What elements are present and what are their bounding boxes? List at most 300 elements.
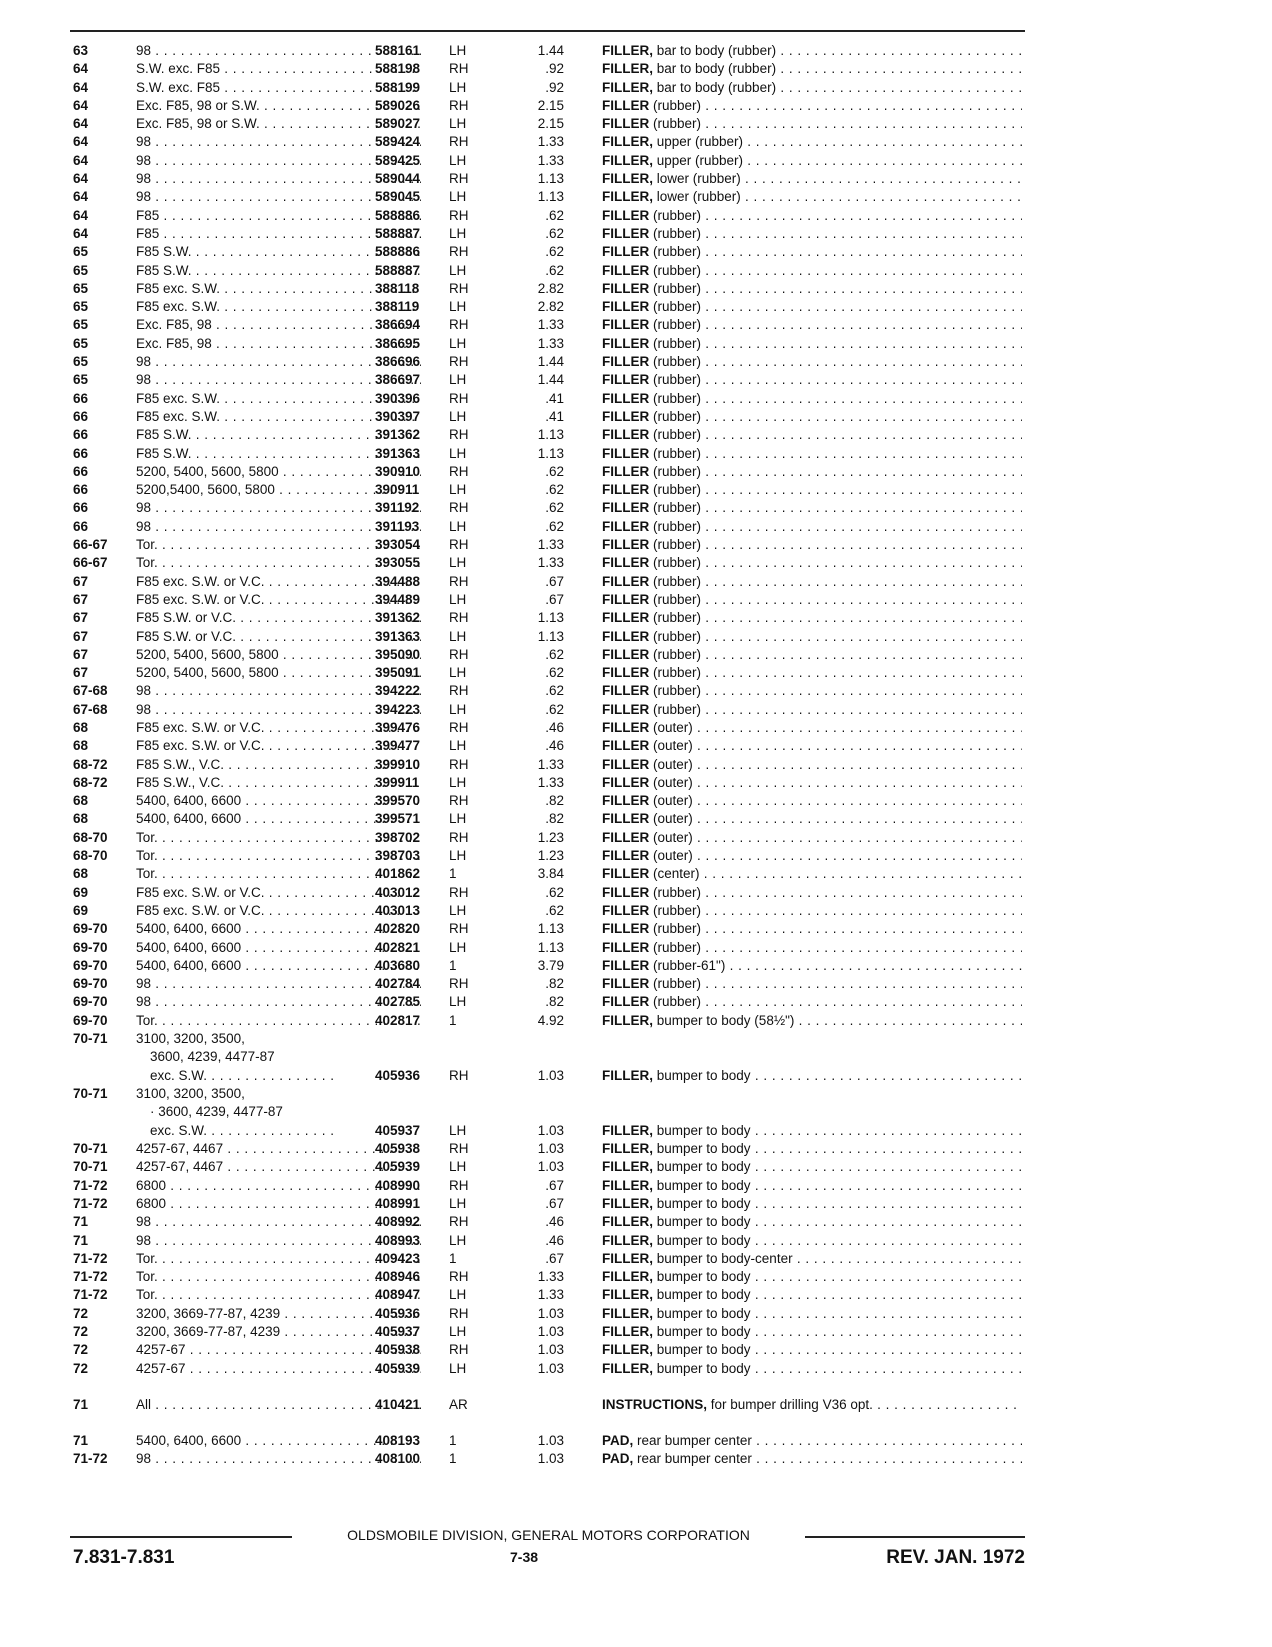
list-price: .92 <box>545 79 564 95</box>
part-number: 408991 <box>375 1195 421 1211</box>
part-detail: (rubber) . . . <box>649 592 1022 607</box>
part-row <box>70 1268 1030 1286</box>
model-application: F85 exc. S.W. or V.C. . . . <box>136 591 421 609</box>
parts-list <box>70 42 1030 1469</box>
part-description <box>602 719 1022 737</box>
list-price: 1.13 <box>537 171 564 187</box>
list-price: 1.03 <box>537 1159 564 1175</box>
side-quantity: RH <box>449 719 469 735</box>
part-name: FILLER <box>602 280 650 296</box>
part-detail: (outer) . . . <box>649 775 1022 790</box>
part-name: FILLER <box>602 573 650 589</box>
model-application: 98 . . . <box>136 353 421 371</box>
list-price: 1.33 <box>537 756 564 772</box>
list-price: 1.33 <box>537 555 564 571</box>
part-row <box>70 993 1030 1011</box>
model-application: 98 . . . <box>136 371 421 389</box>
part-detail: (rubber) . . . <box>649 976 1022 991</box>
model-application: Tor. . . . <box>136 865 421 883</box>
part-name: FILLER <box>602 262 650 278</box>
model-year: 67-68 <box>73 701 108 717</box>
part-detail: bumper to body . . . <box>653 1306 1022 1321</box>
part-description <box>602 664 1022 682</box>
part-number: 395091 <box>375 665 421 681</box>
footer-section-reference: 7.831-7.831 <box>73 1547 175 1568</box>
model-year: 69-70 <box>73 921 108 937</box>
part-name: FILLER <box>602 994 650 1010</box>
side-quantity: 1 <box>449 866 457 882</box>
model-application: Tor. . . . <box>136 847 421 865</box>
model-application: F85 . . . <box>136 225 421 243</box>
side-quantity: LH <box>449 1232 467 1248</box>
list-price: 1.03 <box>537 1123 564 1139</box>
part-number: 390911 <box>375 482 420 498</box>
model-year: 66 <box>73 445 89 461</box>
part-description <box>602 1012 1022 1030</box>
part-row <box>70 1341 1030 1359</box>
part-description <box>602 902 1022 920</box>
part-name: FILLER, <box>602 1123 653 1139</box>
model-application: F85 S.W. . . . <box>136 445 421 463</box>
list-price: 1.44 <box>537 43 564 58</box>
part-detail: (rubber) . . . <box>649 629 1022 644</box>
part-row <box>70 939 1030 957</box>
part-name: FILLER <box>602 500 650 516</box>
side-quantity: RH <box>449 921 469 937</box>
model-year: 71 <box>73 1232 89 1248</box>
part-detail: (rubber) . . . <box>649 940 1022 955</box>
part-number: 405938 <box>375 1141 421 1157</box>
list-price: .67 <box>545 1250 564 1266</box>
part-detail: (rubber) . . . <box>649 116 1022 131</box>
model-year: 69-70 <box>73 1012 108 1028</box>
model-year: 72 <box>73 1324 89 1339</box>
model-application: 98 . . . <box>136 170 421 188</box>
list-price: 1.33 <box>537 317 564 333</box>
side-quantity: RH <box>449 61 469 77</box>
part-row <box>70 152 1030 170</box>
part-description <box>602 920 1022 938</box>
part-number: 410421 <box>375 1396 421 1412</box>
model-application: Tor. . . . <box>136 536 421 554</box>
part-number: 589425 <box>375 152 421 168</box>
part-row <box>70 225 1030 243</box>
part-detail: (rubber) . . . <box>649 903 1022 918</box>
part-description <box>602 957 1022 975</box>
part-description <box>602 115 1022 133</box>
side-quantity: RH <box>449 829 469 845</box>
part-row <box>70 957 1030 975</box>
model-year: 64 <box>73 61 89 77</box>
model-application: F85 exc. S.W. or V.C. . . . <box>136 902 421 920</box>
part-number: 394489 <box>375 591 421 607</box>
part-description <box>602 390 1022 408</box>
side-quantity: RH <box>449 463 469 479</box>
part-description <box>602 701 1022 719</box>
model-application: F85 exc. S.W. . . . <box>136 280 421 298</box>
top-rule <box>70 30 1025 32</box>
part-detail: bumper to body (58½") . . . <box>653 1013 1022 1028</box>
part-number: 405936 <box>375 1068 421 1084</box>
part-number: 388118 <box>375 280 420 296</box>
part-name: FILLER, <box>602 1177 653 1193</box>
part-name: FILLER <box>602 976 650 992</box>
model-year: 66 <box>73 408 89 424</box>
part-description <box>602 371 1022 389</box>
part-detail: (rubber) . . . <box>649 281 1022 296</box>
side-quantity: LH <box>449 482 467 498</box>
part-row <box>70 207 1030 225</box>
model-application: 4257-67 . . . <box>136 1341 421 1359</box>
list-price: .82 <box>545 994 564 1010</box>
part-description <box>602 628 1022 646</box>
side-quantity: LH <box>449 225 467 241</box>
list-price: 1.03 <box>537 1360 564 1376</box>
part-detail: rear bumper center . . . <box>633 1451 1022 1466</box>
model-application: 5400, 6400, 6600 . . . <box>136 939 421 957</box>
model-year: 72 <box>73 1342 89 1358</box>
part-number: 589424 <box>375 134 421 150</box>
part-detail: (rubber) . . . <box>649 354 1022 369</box>
list-price: .62 <box>545 244 564 260</box>
list-price: 1.03 <box>537 1305 564 1321</box>
part-number: 588887 <box>375 225 421 241</box>
part-name: FILLER, <box>602 1250 653 1266</box>
model-year: 69-70 <box>73 957 108 973</box>
model-year: 69-70 <box>73 976 108 992</box>
part-name: FILLER <box>602 829 650 845</box>
part-name: FILLER <box>602 848 650 864</box>
model-application: Exc. F85, 98 or S.W. . . . <box>136 97 421 115</box>
part-row <box>70 499 1030 517</box>
part-detail: lower (rubber) . . . <box>653 171 1022 186</box>
part-row <box>70 60 1030 78</box>
side-quantity: RH <box>449 976 469 992</box>
model-year: 69 <box>73 902 89 918</box>
part-number: 402817 <box>375 1012 421 1028</box>
side-quantity: LH <box>449 152 467 168</box>
part-detail: bumper to body . . . <box>653 1196 1022 1211</box>
part-description <box>602 756 1022 774</box>
part-detail: (rubber) . . . <box>649 464 1022 479</box>
side-quantity: LH <box>449 1324 467 1339</box>
part-name: FILLER, <box>602 1342 653 1358</box>
part-name: FILLER <box>602 299 650 315</box>
model-application: 98 . . . <box>136 1213 421 1231</box>
side-quantity: LH <box>449 1159 467 1175</box>
model-year: 64 <box>73 152 89 168</box>
part-name: FILLER, <box>602 1287 653 1303</box>
part-number: 391363 <box>375 628 421 644</box>
model-year: 71-72 <box>73 1287 108 1303</box>
part-description <box>602 829 1022 847</box>
part-number: 399476 <box>375 719 421 735</box>
side-quantity: LH <box>449 701 467 717</box>
model-application: Tor. . . . <box>136 1012 421 1030</box>
list-price: 1.33 <box>537 1287 564 1303</box>
part-description <box>602 316 1022 334</box>
part-detail: (rubber) . . . <box>649 391 1022 406</box>
part-detail: bumper to body . . . <box>653 1342 1022 1357</box>
part-description <box>602 939 1022 957</box>
part-description <box>602 792 1022 810</box>
side-quantity: LH <box>449 335 467 351</box>
footer-rule-left <box>70 1536 292 1538</box>
side-quantity: RH <box>449 427 469 443</box>
part-description <box>602 1140 1022 1158</box>
part-detail: bumper to body . . . <box>653 1123 1022 1138</box>
list-price: .62 <box>545 665 564 681</box>
part-row <box>70 536 1030 554</box>
part-name: FILLER <box>602 390 650 406</box>
model-year: 66 <box>73 500 89 516</box>
part-number: 589026 <box>375 97 421 113</box>
model-year: 64 <box>73 134 89 150</box>
model-year: 66-67 <box>73 537 108 553</box>
part-description <box>602 426 1022 444</box>
list-price: .82 <box>545 793 564 809</box>
part-row <box>70 1158 1030 1176</box>
part-description <box>602 609 1022 627</box>
part-name: FILLER <box>602 482 650 498</box>
part-name: FILLER <box>602 756 650 772</box>
part-row <box>70 756 1030 774</box>
part-description <box>602 207 1022 225</box>
part-row <box>70 42 1030 60</box>
side-quantity: RH <box>449 280 469 296</box>
part-number: 403680 <box>375 957 421 973</box>
part-number: 403012 <box>375 884 421 900</box>
model-application: 5200, 5400, 5600, 5800 . . . <box>136 664 421 682</box>
part-number: 393054 <box>375 537 421 553</box>
list-price: .62 <box>545 463 564 479</box>
part-row <box>70 115 1030 133</box>
model-application: F85 exc. S.W. or V.C. . . . <box>136 719 421 737</box>
part-name: FILLER <box>602 116 650 132</box>
model-year: 64 <box>73 171 89 187</box>
part-description <box>602 60 1022 78</box>
part-row <box>70 133 1030 151</box>
model-application: 4257-67, 4467 . . . <box>136 1140 421 1158</box>
part-row <box>70 774 1030 792</box>
part-detail: (outer) . . . <box>649 720 1022 735</box>
side-quantity: LH <box>449 1287 467 1303</box>
part-row <box>70 1323 1030 1341</box>
part-number: 399911 <box>375 774 420 790</box>
part-row <box>70 591 1030 609</box>
part-detail: bumper to body . . . <box>653 1324 1022 1339</box>
part-detail: (outer) . . . <box>649 848 1022 863</box>
part-name: FILLER <box>602 665 650 681</box>
model-application: 5200, 5400, 5600, 5800 . . . <box>136 646 421 664</box>
model-application: 4257-67, 4467 . . . <box>136 1158 421 1176</box>
list-price: .46 <box>545 719 564 735</box>
part-name: FILLER <box>602 921 650 937</box>
part-detail: bar to body (rubber) . . . <box>653 43 1022 58</box>
side-quantity: RH <box>449 1068 469 1084</box>
part-description <box>602 1158 1022 1176</box>
part-description <box>602 152 1022 170</box>
part-description <box>602 262 1022 280</box>
part-description <box>602 1195 1022 1213</box>
side-quantity: LH <box>449 1360 467 1376</box>
part-name: FILLER, <box>602 1305 653 1321</box>
part-number: 588886 <box>375 244 421 260</box>
part-name: FILLER <box>602 884 650 900</box>
part-detail: (rubber) . . . <box>649 244 1022 259</box>
part-name: FILLER <box>602 207 650 223</box>
part-name: FILLER, <box>602 189 653 205</box>
side-quantity: LH <box>449 902 467 918</box>
part-row <box>70 316 1030 334</box>
part-detail: (rubber) . . . <box>649 317 1022 332</box>
filler-multiline-rows <box>70 1030 1030 1140</box>
model-application: 5400, 6400, 6600 . . . <box>136 810 421 828</box>
part-row <box>70 298 1030 316</box>
part-detail: (rubber) . . . <box>649 372 1022 387</box>
part-description <box>602 280 1022 298</box>
model-application: F85 S.W. . . . <box>136 426 421 444</box>
model-year: 70-71 <box>73 1159 108 1175</box>
part-description <box>602 975 1022 993</box>
part-name: FILLER <box>602 354 650 370</box>
model-application: F85 exc. S.W. . . . <box>136 390 421 408</box>
part-description <box>602 97 1022 115</box>
part-row <box>70 646 1030 664</box>
footer-rule-right <box>805 1536 1025 1538</box>
part-row <box>70 335 1030 353</box>
list-price: 2.82 <box>537 280 564 296</box>
part-number: 399570 <box>375 793 421 809</box>
part-number: 402785 <box>375 994 421 1010</box>
part-row <box>70 445 1030 463</box>
list-price: .62 <box>545 701 564 717</box>
part-number: 402820 <box>375 921 421 937</box>
model-year: 71-72 <box>73 1269 108 1285</box>
part-row <box>70 1396 1030 1414</box>
part-detail: bar to body (rubber) . . . <box>653 61 1022 76</box>
part-number: 408990 <box>375 1177 421 1193</box>
part-description <box>602 1122 1022 1140</box>
list-price: 1.44 <box>537 372 564 388</box>
model-year: 69-70 <box>73 994 108 1010</box>
model-year: 63 <box>73 43 89 58</box>
part-number: 589045 <box>375 189 421 205</box>
part-name: FILLER <box>602 244 650 260</box>
model-year: 67 <box>73 628 89 644</box>
model-application: F85 S.W. or V.C. . . . <box>136 628 421 646</box>
part-number: 588199 <box>375 79 421 95</box>
part-description <box>602 1286 1022 1304</box>
part-number: 394222 <box>375 683 421 699</box>
part-number: 589044 <box>375 171 421 187</box>
list-price: 1.13 <box>537 445 564 461</box>
part-name: FILLER, <box>602 1159 653 1175</box>
side-quantity: RH <box>449 390 469 406</box>
part-name: FILLER <box>602 445 650 461</box>
part-description <box>602 1323 1022 1341</box>
model-year: 67 <box>73 665 89 681</box>
model-application: 3200, 3669-77-87, 4239 . . . <box>136 1323 421 1341</box>
part-description <box>602 1213 1022 1231</box>
list-price: .46 <box>545 738 564 754</box>
part-number: 391362 <box>375 427 421 443</box>
part-number: 403013 <box>375 902 421 918</box>
model-application: 98 . . . <box>136 42 421 60</box>
part-row <box>70 97 1030 115</box>
part-name: FILLER <box>602 628 650 644</box>
part-detail: rear bumper center . . . <box>633 1433 1022 1448</box>
model-year: 68 <box>73 866 89 882</box>
list-price: 1.03 <box>537 1433 564 1449</box>
part-number: 399477 <box>375 738 421 754</box>
part-detail: bumper to body . . . <box>653 1159 1022 1174</box>
part-description <box>602 810 1022 828</box>
part-row <box>70 463 1030 481</box>
part-name: FILLER, <box>602 61 653 77</box>
part-detail: bumper to body . . . <box>653 1068 1022 1083</box>
list-price: 3.79 <box>537 957 564 973</box>
part-description <box>602 1067 1022 1085</box>
part-name: FILLER <box>602 317 650 333</box>
part-name: FILLER <box>602 939 650 955</box>
model-application: 5400, 6400, 6600 . . . <box>136 920 421 938</box>
side-quantity: RH <box>449 610 469 626</box>
part-number: 394223 <box>375 701 421 717</box>
side-quantity: LH <box>449 79 467 95</box>
list-price: .92 <box>545 61 564 77</box>
part-number: 588886 <box>375 207 421 223</box>
model-year: 72 <box>73 1360 89 1376</box>
part-detail: (rubber) . . . <box>649 500 1022 515</box>
side-quantity: RH <box>449 1305 469 1321</box>
list-price: 1.03 <box>537 1451 564 1467</box>
part-number: 386696 <box>375 354 421 370</box>
part-detail: (rubber) . . . <box>649 208 1022 223</box>
model-application: 98 . . . <box>136 993 421 1011</box>
part-name: FILLER, <box>602 1068 653 1084</box>
list-price: 1.03 <box>537 1342 564 1358</box>
model-year: 66 <box>73 482 89 498</box>
side-quantity: 1 <box>449 957 457 973</box>
part-number: 408992 <box>375 1214 421 1230</box>
part-row <box>70 1213 1030 1231</box>
part-description <box>602 1432 1022 1450</box>
part-detail: bumper to body-center . . . <box>653 1251 1022 1266</box>
part-row <box>70 1012 1030 1030</box>
list-price: .62 <box>545 646 564 662</box>
part-description <box>602 298 1022 316</box>
side-quantity: LH <box>449 628 467 644</box>
model-application: F85 S.W. . . . <box>136 262 421 280</box>
part-number: 408946 <box>375 1269 421 1285</box>
part-number: 390397 <box>375 408 421 424</box>
footer-organization: OLDSMOBILE DIVISION, GENERAL MOTORS CORPORATION <box>347 1527 750 1543</box>
model-year: 64 <box>73 225 89 241</box>
part-detail: (outer) . . . <box>649 811 1022 826</box>
part-row <box>70 975 1030 993</box>
part-name: FILLER <box>602 518 650 534</box>
part-number: 405937 <box>375 1324 421 1339</box>
part-name: FILLER <box>602 427 650 443</box>
list-price: .41 <box>545 408 564 424</box>
list-price: .41 <box>545 390 564 406</box>
model-application: 98 . . . <box>136 1232 421 1250</box>
side-quantity: RH <box>449 537 469 553</box>
part-row <box>70 792 1030 810</box>
side-quantity: 1 <box>449 1012 457 1028</box>
part-name: FILLER, <box>602 1141 653 1157</box>
